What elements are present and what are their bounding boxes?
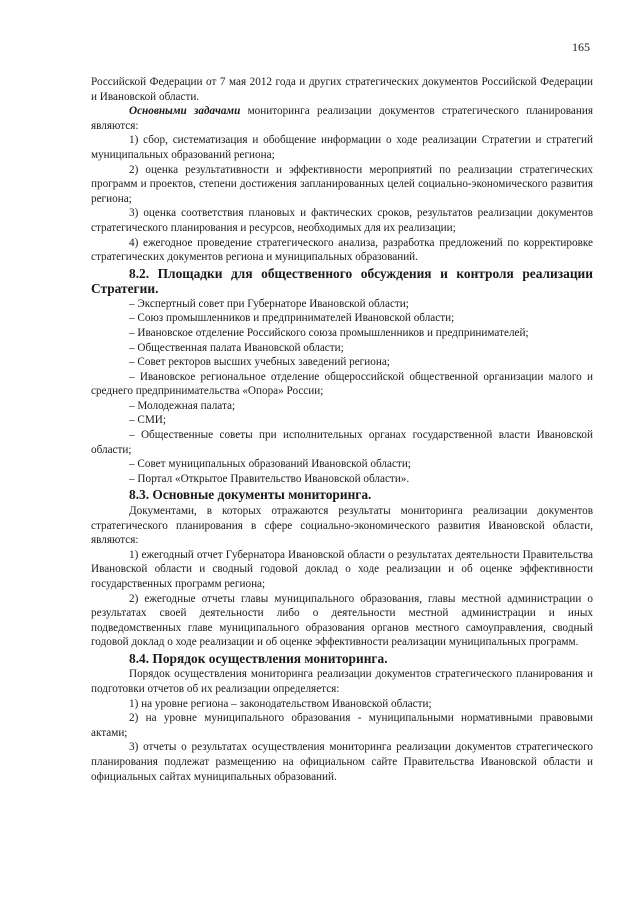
platform-item-7: – Молодежная палата; — [129, 399, 236, 412]
platform-item-9: – Общественные советы при исполнительных органах государственной власти Ивановской области; — [91, 429, 593, 456]
platform-item-8: – СМИ; — [129, 414, 166, 427]
page-number: 165 — [572, 40, 590, 54]
platform-item-4: – Общественная палата Ивановской области; — [129, 341, 344, 354]
section-8-4-heading: 8.4. Порядок осуществления мониторинга. — [129, 650, 388, 666]
task-item-4: 4) ежегодное проведение стратегического анализа, разработка предложений по корректировке стратегических документов региона и муниципальных образований. — [91, 236, 593, 264]
platform-item-3: – Ивановское отделение Российского союза промышленников и предпринимателей; — [129, 326, 529, 339]
task-item-3: 3) оценка соответствия плановых и фактических сроков, результатов реализации документов стратегического планирования и ресурсов, необходимых для их реализации; — [91, 207, 593, 234]
section-8-2-heading: 8.2. Площадки для общественного обсуждения и контроля реализации Стратегии. — [91, 265, 593, 297]
procedure-item-3: 3) отчеты о результатах осуществления мониторинга реализации документов стратегического планирования подлежат размещению на официальном сайте Правительства Ивановской области и официальных сайтах муниципальных образований. — [91, 741, 593, 783]
section-8-3-heading: 8.3. Основные документы мониторинга. — [129, 487, 372, 503]
procedure-item-1: 1) на уровне региона – законодательством Ивановской области; — [129, 697, 432, 710]
tasks-lead-emphasis: Основными задачами — [129, 105, 241, 118]
platform-item-2: – Союз промышленников и предпринимателей Ивановской области; — [129, 312, 455, 325]
procedure-item-2: 2) на уровне муниципального образования - муниципальными нормативными правовыми актами; — [91, 712, 593, 739]
platform-item-5: – Совет ректоров высших учебных заведений региона; — [129, 356, 390, 369]
platform-item-11: – Портал «Открытое Правительство Ивановской области». — [129, 472, 410, 485]
platform-item-6: – Ивановское региональное отделение общероссийской общественной организации малого и среднего предпринимательства «Опора» России; — [91, 370, 593, 398]
tasks-lead-text: мониторинга реализации документов стратегического планирования являются: — [91, 105, 594, 132]
task-item-2: 2) оценка результативности и эффективности мероприятий по реализации стратегических программ и проектов, степени достижения запланированных целей социально-экономического развития региона; — [91, 163, 593, 205]
platform-item-10: – Совет муниципальных образований Ивановской области; — [129, 458, 411, 471]
task-item-1: 1) сбор, систематизация и обобщение информации о ходе реализации Стратегии и стратегий муниципальных образований региона; — [91, 134, 593, 161]
document-item-1: 1) ежегодный отчет Губернатора Ивановской области о результатах деятельности Правительства Ивановской области и сводный годовой доклад о ходе реализации и об оценке эффективности государственных программ региона; — [91, 548, 593, 590]
section-8-3-intro: Документами, в которых отражаются результаты мониторинга реализации документов стратегического планирования в сфере социально-экономического развития Ивановской области, являются: — [91, 504, 593, 547]
paragraph-continuation: Российской Федерации от 7 мая 2012 года и других стратегических документов Российской Федерации и Ивановской области. — [91, 76, 593, 103]
section-8-4-intro: Порядок осуществления мониторинга реализации документов стратегического планирования и подготовки отчетов об их реализации определяется: — [91, 668, 593, 695]
document-item-2: 2) ежегодные отчеты главы муниципального образования, главы местной администрации о результатах своей деятельности либо о деятельности местной администрации и иных подведомственных главе муниципального образования органов местного самоуправления, сводный годовой доклад о ходе реализации и об оценке эффективности реализации муниципальных программ. — [91, 592, 593, 649]
platform-item-1: – Экспертный совет при Губернаторе Ивановской области; — [129, 297, 409, 310]
tasks-lead — [91, 104, 593, 133]
page-content — [91, 75, 593, 784]
